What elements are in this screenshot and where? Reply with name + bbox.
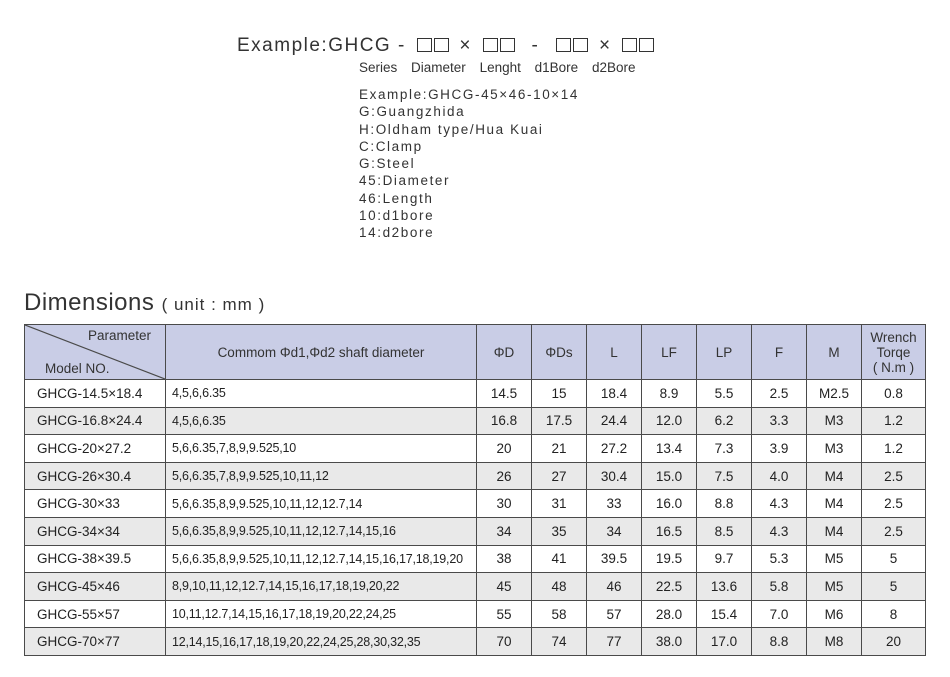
header-wrench-torque: [862, 325, 926, 380]
diameter-placeholder-boxes: [416, 35, 450, 57]
header-shaft-diameter: Commom Φd1,Φd2 shaft diameter: [166, 325, 477, 380]
cell-ds: 15: [532, 380, 587, 408]
cell-model: GHCG-30×33: [25, 490, 166, 518]
header-l: L: [587, 325, 642, 380]
cell-ds: 31: [532, 490, 587, 518]
length-placeholder-boxes: [482, 35, 516, 57]
cell-f: 4.0: [752, 462, 807, 490]
cell-f: 3.9: [752, 435, 807, 463]
header-d: ΦD: [477, 325, 532, 380]
cell-shaft-diameters: 5,6,6.35,7,8,9,9.525,10: [166, 435, 477, 463]
cell-wrench-torque: 5: [862, 573, 926, 601]
cell-lf: 13.4: [642, 435, 697, 463]
cell-model: GHCG-26×30.4: [25, 462, 166, 490]
cell-d: 38: [477, 545, 532, 573]
example-line: H:Oldham type/Hua Kuai: [359, 121, 544, 137]
table-row: [25, 600, 926, 628]
cell-l: 30.4: [587, 462, 642, 490]
cell-f: 5.8: [752, 573, 807, 601]
cell-model: GHCG-14.5×18.4: [25, 380, 166, 408]
dimensions-unit: ( unit : mm ): [161, 295, 266, 314]
example-line: G:Steel: [359, 156, 416, 172]
cell-m: M6: [807, 600, 862, 628]
header-parameter: Parameter: [87, 328, 151, 343]
cell-shaft-diameters: 8,9,10,11,12,12.7,14,15,16,17,18,19,20,22: [166, 573, 477, 601]
cell-shaft-diameters: 5,6,6.35,8,9,9.525,10,11,12,12.7,14,15,16,17,18,19,20: [166, 545, 477, 573]
cell-lf: 8.9: [642, 380, 697, 408]
cell-d: 20: [477, 435, 532, 463]
cell-d: 26: [477, 462, 532, 490]
cell-shaft-diameters: 12,14,15,16,17,18,19,20,22,24,25,28,30,32,35: [166, 628, 477, 656]
dimensions-table: [24, 324, 926, 656]
cell-m: M5: [807, 573, 862, 601]
example-line: 46:Length: [359, 190, 434, 206]
cell-d: 70: [477, 628, 532, 656]
cell-m: M4: [807, 517, 862, 545]
header-wrench-line1: Wrench: [870, 329, 917, 345]
cell-d: 30: [477, 490, 532, 518]
cell-l: 24.4: [587, 407, 642, 435]
cell-model: GHCG-16.8×24.4: [25, 407, 166, 435]
cell-lp: 17.0: [697, 628, 752, 656]
cell-lf: 22.5: [642, 573, 697, 601]
header-ds: ΦDs: [532, 325, 587, 380]
dimensions-title: Dimensions: [24, 289, 155, 316]
cell-lf: 16.5: [642, 517, 697, 545]
cell-wrench-torque: 1.2: [862, 435, 926, 463]
separator-dash: -: [531, 35, 540, 56]
table-row: [25, 517, 926, 545]
cell-m: M3: [807, 407, 862, 435]
cell-lf: 19.5: [642, 545, 697, 573]
cell-lp: 6.2: [697, 407, 752, 435]
cell-l: 46: [587, 573, 642, 601]
cell-d: 55: [477, 600, 532, 628]
cell-d: 45: [477, 573, 532, 601]
cell-wrench-torque: 5: [862, 545, 926, 573]
cell-f: 8.8: [752, 628, 807, 656]
cell-lf: 15.0: [642, 462, 697, 490]
table-row: [25, 628, 926, 656]
example-code-format: [237, 35, 658, 57]
example-line: Example:GHCG-45×46-10×14: [359, 87, 579, 102]
header-wrench-line3: ( N.m ): [872, 359, 915, 375]
header-lp: LP: [697, 325, 752, 380]
cell-wrench-torque: 2.5: [862, 490, 926, 518]
cell-ds: 27: [532, 462, 587, 490]
header-parameter-model: [25, 325, 166, 380]
cell-f: 4.3: [752, 517, 807, 545]
cell-d: 34: [477, 517, 532, 545]
cell-f: 7.0: [752, 600, 807, 628]
cell-lf: 16.0: [642, 490, 697, 518]
cell-m: M2.5: [807, 380, 862, 408]
cell-f: 5.3: [752, 545, 807, 573]
cell-model: GHCG-20×27.2: [25, 435, 166, 463]
cell-l: 39.5: [587, 545, 642, 573]
cell-ds: 41: [532, 545, 587, 573]
cell-model: GHCG-70×77: [25, 628, 166, 656]
cell-shaft-diameters: 5,6,6.35,8,9,9.525,10,11,12,12.7,14,15,16: [166, 517, 477, 545]
cell-ds: 17.5: [532, 407, 587, 435]
cell-l: 33: [587, 490, 642, 518]
cell-d: 14.5: [477, 380, 532, 408]
example-line: G:Guangzhida: [359, 104, 466, 120]
header-m: M: [807, 325, 862, 380]
cell-lp: 13.6: [697, 573, 752, 601]
d2bore-placeholder-boxes: [621, 35, 655, 57]
cell-lp: 8.5: [697, 517, 752, 545]
cell-l: 18.4: [587, 380, 642, 408]
cell-lp: 7.3: [697, 435, 752, 463]
cell-shaft-diameters: 4,5,6,6.35: [166, 407, 477, 435]
header-wrench-line2: Torqe: [876, 344, 911, 360]
cell-shaft-diameters: 5,6,6.35,7,8,9,9.525,10,11,12: [166, 462, 477, 490]
cell-f: 3.3: [752, 407, 807, 435]
legend-diameter: Diameter: [411, 60, 466, 75]
header-model-no: Model NO.: [45, 361, 110, 376]
cell-m: M8: [807, 628, 862, 656]
header-lf: LF: [642, 325, 697, 380]
table-row: [25, 407, 926, 435]
cell-ds: 35: [532, 517, 587, 545]
table-row: [25, 573, 926, 601]
example-line: 10:d1bore: [359, 208, 435, 224]
cell-m: M4: [807, 490, 862, 518]
cell-ds: 48: [532, 573, 587, 601]
header-f: F: [752, 325, 807, 380]
cell-ds: 74: [532, 628, 587, 656]
cell-model: GHCG-38×39.5: [25, 545, 166, 573]
example-line: 45:Diameter: [359, 173, 451, 189]
times-symbol: ×: [598, 35, 612, 56]
cell-shaft-diameters: 10,11,12.7,14,15,16,17,18,19,20,22,24,25: [166, 600, 477, 628]
cell-ds: 58: [532, 600, 587, 628]
cell-wrench-torque: 1.2: [862, 407, 926, 435]
example-line: C:Clamp: [359, 138, 423, 154]
cell-wrench-torque: 0.8: [862, 380, 926, 408]
cell-l: 57: [587, 600, 642, 628]
cell-f: 2.5: [752, 380, 807, 408]
cell-m: M4: [807, 462, 862, 490]
cell-shaft-diameters: 4,5,6,6.35: [166, 380, 477, 408]
table-header-row: [25, 325, 926, 380]
table-row: [25, 380, 926, 408]
cell-model: GHCG-55×57: [25, 600, 166, 628]
example-explanation: [359, 86, 579, 242]
cell-wrench-torque: 8: [862, 600, 926, 628]
dimensions-heading: [24, 289, 265, 317]
cell-wrench-torque: 2.5: [862, 517, 926, 545]
cell-lf: 28.0: [642, 600, 697, 628]
cell-lf: 38.0: [642, 628, 697, 656]
cell-lp: 5.5: [697, 380, 752, 408]
cell-model: GHCG-34×34: [25, 517, 166, 545]
cell-model: GHCG-45×46: [25, 573, 166, 601]
table-row: [25, 545, 926, 573]
table-row: [25, 490, 926, 518]
code-legend: [359, 60, 645, 75]
cell-lp: 8.8: [697, 490, 752, 518]
times-symbol: ×: [459, 35, 472, 56]
legend-d2bore: d2Bore: [591, 60, 636, 75]
cell-l: 77: [587, 628, 642, 656]
cell-lp: 9.7: [697, 545, 752, 573]
cell-wrench-torque: 2.5: [862, 462, 926, 490]
legend-length: Lenght: [479, 60, 521, 75]
cell-ds: 21: [532, 435, 587, 463]
cell-f: 4.3: [752, 490, 807, 518]
cell-l: 27.2: [587, 435, 642, 463]
example-line: 14:d2bore: [359, 225, 435, 241]
legend-series: Series: [359, 60, 398, 75]
table-row: [25, 462, 926, 490]
cell-lf: 12.0: [642, 407, 697, 435]
example-prefix: Example:GHCG -: [237, 35, 406, 56]
cell-m: M3: [807, 435, 862, 463]
table-row: [25, 435, 926, 463]
d1bore-placeholder-boxes: [555, 35, 589, 57]
cell-shaft-diameters: 5,6,6.35,8,9,9.525,10,11,12,12.7,14: [166, 490, 477, 518]
cell-wrench-torque: 20: [862, 628, 926, 656]
cell-lp: 15.4: [697, 600, 752, 628]
cell-l: 34: [587, 517, 642, 545]
cell-lp: 7.5: [697, 462, 752, 490]
cell-m: M5: [807, 545, 862, 573]
legend-d1bore: d1Bore: [534, 60, 579, 75]
cell-d: 16.8: [477, 407, 532, 435]
